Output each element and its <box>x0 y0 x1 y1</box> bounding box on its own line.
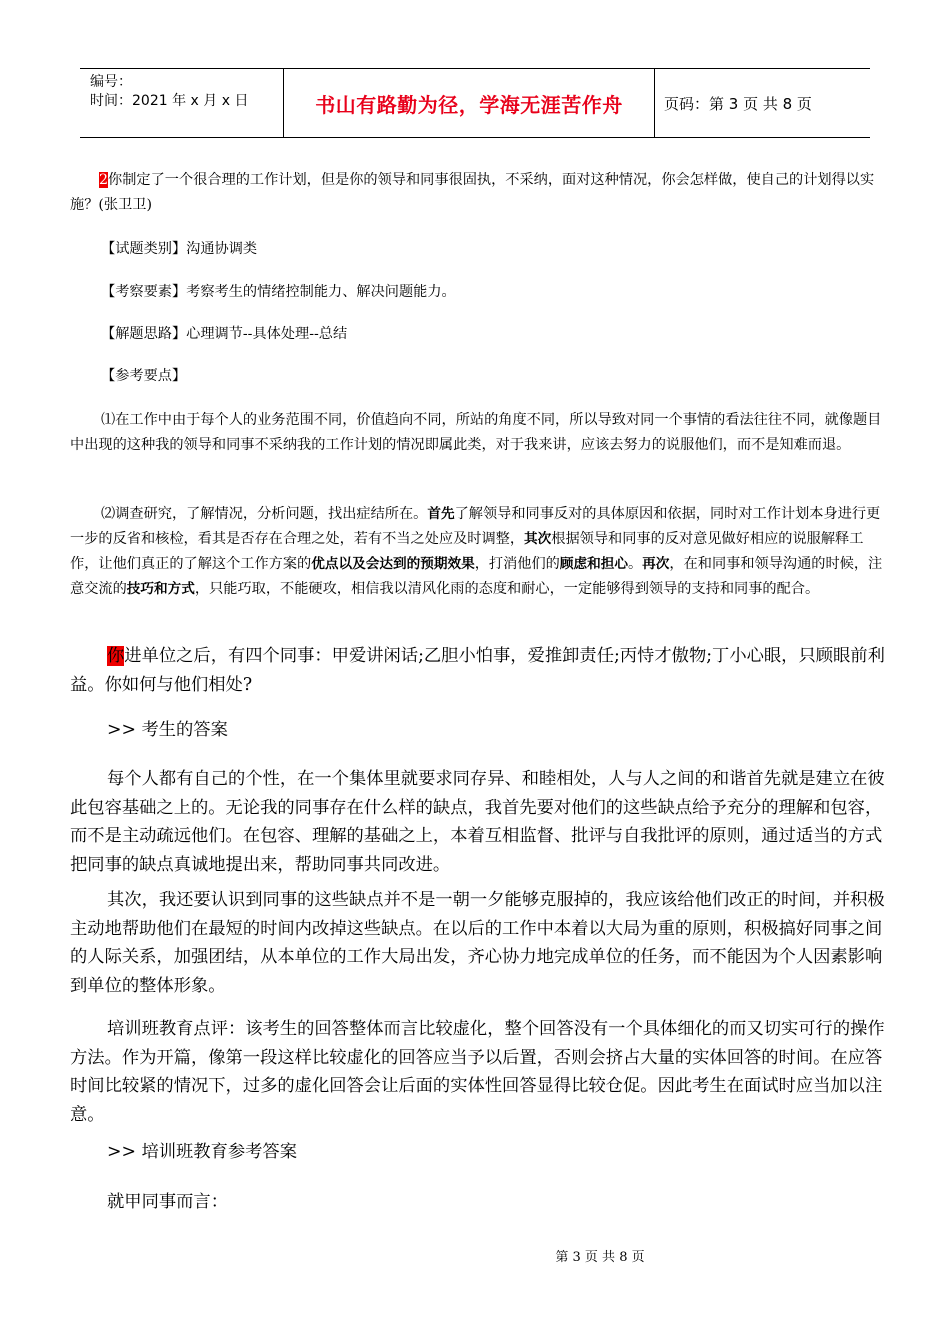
point-2-bold: 其次 <box>524 531 552 547</box>
point-2-bold: 顾虑和担心 <box>559 556 628 572</box>
question-marker: 2 <box>99 172 109 188</box>
time-label: 时间：2021 年 x 月 x 日 <box>90 93 249 109</box>
answer-heading: >> 考生的答案 <box>107 720 228 740</box>
header-page-cell <box>655 69 870 137</box>
code-label: 编号： <box>90 74 132 90</box>
point-2-text: ⑵调查研究，了解情况，分析问题，找出症结所在。 <box>101 506 428 522</box>
point-2-text: ，打消他们的 <box>474 556 560 572</box>
point-2-text: 。 <box>627 556 643 572</box>
point-1: ⑴在工作中由于每个人的业务范围不同，价值趋向不同，所站的角度不同，所以导致对同一个事情的看法往往不同，就像题目中出现的这种我的领导和同事不采纳我的工作计划的情况即属此类，对于我来讲，应该去努力的说服他们，而不是知难而退。 <box>70 412 882 453</box>
header-motto-cell <box>283 69 655 137</box>
trainer-comment: 培训班教育点评：该考生的回答整体而言比较虚化，整个回答没有一个具体细化的而又切实可行的操作方法。作为开篇，像第一段这样比较虚化的回答应当予以后置，否则会挤占大量的实体回答的时间。在应答时间比较紧的情况下，过多的虚化回答会让后面的实体性回答显得比较仓促。因此考生在面试时应当加以注意。 <box>70 1019 885 1125</box>
category: 【试题类别】沟通协调类 <box>101 241 258 257</box>
reference-intro: 就甲同事而言： <box>107 1192 228 1212</box>
question-2-text: 进单位之后，有四个同事：甲爱讲闲话;乙胆小怕事，爱推卸责任;丙恃才傲物;丁小心眼，只顾眼前利益。你如何与他们相处? <box>70 646 885 695</box>
footer-page: 第 3 页 共 8 页 <box>555 1250 645 1265</box>
approach: 【解题思路】心理调节--具体处理--总结 <box>101 326 348 342</box>
header-info <box>80 69 283 137</box>
question-1-text: 你制定了一个很合理的工作计划，但是你的领导和同事很固执，不采纳，面对这种情况，你会怎样做，使自己的计划得以实施？(张卫卫) <box>70 172 875 213</box>
key-points-title: 【参考要点】 <box>101 368 187 384</box>
point-2-text: 了解领导和同事反对的具体原因和依据，同时对工作计划本身进行更一步的反省和核检，看其是否存在合理之处，若有不当之处应及时调整， <box>70 506 881 547</box>
point-2-text: 根据领导和同事的反对意见做好相应的说服解释工作，让他们真正的了解这个工作方案的 <box>70 531 864 572</box>
question-marker: 你 <box>107 646 125 666</box>
factors: 【考察要素】考察考生的情绪控制能力、解决问题能力。 <box>101 284 456 300</box>
reference-heading: >> 培训班教育参考答案 <box>107 1142 297 1162</box>
point-2 <box>70 502 885 602</box>
point-2-text: ，只能巧取，不能硬攻，相信我以清风化雨的态度和耐心，一定能够得到领导的支持和同事的配合。 <box>194 581 820 597</box>
page-footer <box>0 1246 950 1265</box>
point-2-bold: 技巧和方式 <box>126 581 195 597</box>
question-1 <box>70 168 885 218</box>
answer-paragraph-2: 其次，我还要认识到同事的这些缺点并不是一朝一夕能够克服掉的，我应该给他们改正的时间，并积极主动地帮助他们在最短的时间内改掉这些缺点。在以后的工作中本着以大局为重的原则，积极搞好同事之间的人际关系，加强团结，从本单位的工作大局出发，齐心协力地完成单位的任务，而不能因为个人因素影响到单位的整体形象。 <box>70 890 885 996</box>
point-2-bold: 优点以及会达到的预期效果 <box>311 556 475 572</box>
point-2-bold: 首先 <box>427 506 455 522</box>
answer-paragraph-1: 每个人都有自己的个性，在一个集体里就要求同存异、和睦相处，人与人之间的和谐首先就是建立在彼此包容基础之上的。无论我的同事存在什么样的缺点，我首先要对他们的这些缺点给予充分的理解和包容，而不是主动疏远他们。在包容、理解的基础之上，本着互相监督、批评与自我批评的原则，通过适当的方式把同事的缺点真诚地提出来，帮助同事共同改进。 <box>70 769 885 875</box>
point-2-text: ，在和同事和领导沟通的时候，注意交流的 <box>70 556 883 597</box>
page-header <box>80 68 870 138</box>
question-2 <box>70 642 885 699</box>
point-2-bold: 再次 <box>642 556 670 572</box>
page-label: 页码：第 3 页 共 8 页 <box>664 94 812 113</box>
motto: 书山有路勤为径，学海无涯苦作舟 <box>315 92 623 117</box>
